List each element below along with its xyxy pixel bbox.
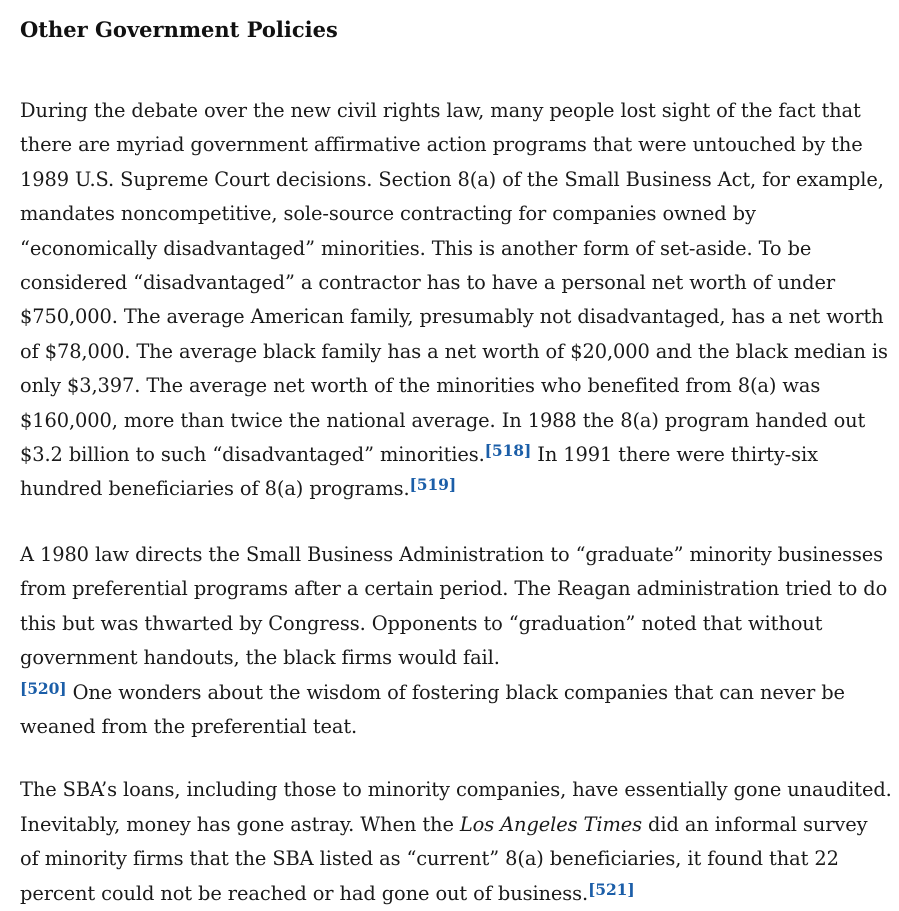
section-heading: Other Government Policies (20, 17, 338, 42)
footnote-link-521[interactable]: [521] (588, 879, 635, 899)
paragraph-1-text-b: In 1991 there were thirty-six hundred beneficiaries of 8(a) programs. (20, 443, 818, 501)
paragraph-1-text-a: During the debate over the new civil rights law, many people lost sight of the fact that there are myriad government affirmative action programs that were untouched by the 1989 U.S. Supreme Court decisions. Section 8(a) of the Small Business Act, for example, mandates noncompetitive, sole-source contracting for companies owned by “economically disadvantaged” minorities. This is another form of set-aside. To be considered “disadvantaged” a contractor has to have a personal net worth of under $750,000. The average American family, presumably not disadvantaged, has a net worth of $78,000. The average black family has a net worth of $20,000 and the black median is only $3,397. The average net worth of the minorities who benefited from 8(a) was $160,000, more than twice the national average. In 1988 the 8(a) program handed out $3.2 billion to such “disadvantaged” minorities. (20, 99, 888, 467)
paragraph-3-text-a: The SBA’s loans, including those to minority companies, have essentially gone unaudited. Inevitably, money has gone astray. When the (20, 778, 892, 836)
paragraph-2-text-a: A 1980 law directs the Small Business Administration to “graduate” minority businesses from preferential programs after a certain period. The Reagan administration tried to do this but was thwarted by Congress. Opponents to “graduation” noted that without government handouts, the black firms would fail. (20, 542, 888, 670)
paragraph-2-text-b: One wonders about the wisdom of fostering black companies that can never be weaned from the preferential teat. (20, 680, 845, 738)
document-page (20, 14, 892, 911)
footnote-link-519[interactable]: [519] (409, 475, 457, 495)
paragraph-3 (20, 773, 892, 911)
paragraph-3-text-b: did an informal survey of minority firms that the SBA listed as “current” 8(a) beneficiaries, it found that 22 percent could not be reached or had gone out of business. (20, 812, 868, 905)
footnote-link-520[interactable]: [520] (20, 678, 67, 698)
publication-title: Los Angeles Times (459, 812, 642, 836)
paragraph-1 (20, 94, 892, 507)
footnote-link-518[interactable]: [518] (484, 441, 532, 461)
paragraph-2 (20, 538, 892, 744)
